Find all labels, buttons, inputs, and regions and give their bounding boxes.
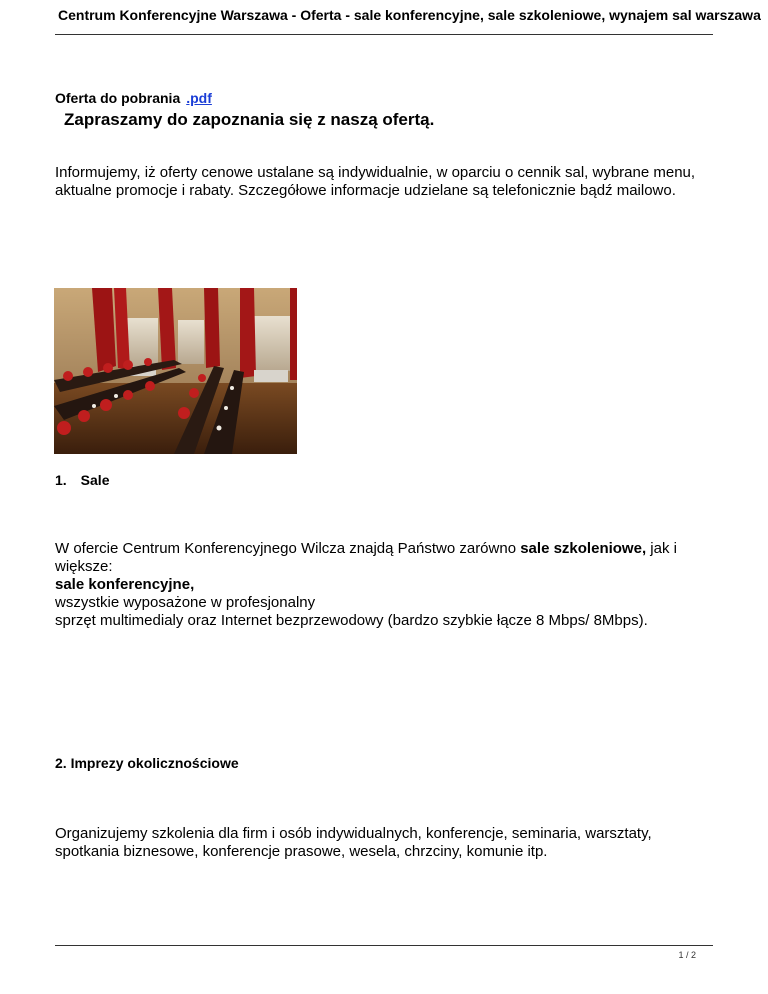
offer-download-line	[55, 90, 212, 107]
conference-room-photo	[54, 288, 297, 454]
intro-paragraph: Informujemy, iż oferty cenowe ustalane są indywidualnie, w oparciu o cennik sal, wybrane menu, aktualne promocje i rabaty. Szczegółowe informacje udzielane są telefonicznie bądź mailowo.	[55, 164, 696, 199]
invite-heading: Zapraszamy do zapoznania się z naszą ofertą.	[64, 110, 435, 129]
sale-line-1-prefix: W ofercie Centrum Konferencyjnego Wilcza znajdą Państwo zarówno	[55, 540, 521, 557]
sale-line-3: wszystkie wyposażone w profesjonalny	[55, 594, 316, 611]
section-sale-heading: 1. Sale	[55, 472, 110, 488]
page-number: 1 / 2	[678, 950, 696, 960]
sale-line-2: sale konferencyjne,	[55, 576, 195, 593]
sale-line-1-suffix: jak i większe:	[55, 540, 677, 575]
footer-divider	[55, 945, 713, 946]
offer-label: Oferta do pobrania	[55, 90, 181, 106]
header-divider	[55, 34, 713, 35]
section-events-paragraph: Organizujemy szkolenia dla firm i osób indywidualnych, konferencje, seminaria, warsztaty, spotkania biznesowe, konferencje prasowe, wesela, chrzciny, komunie itp.	[55, 825, 652, 860]
page-header-title: Centrum Konferencyjne Warszawa - Oferta - sale konferencyjne, sale szkoleniowe, wynajem sal warszawa	[58, 7, 761, 23]
sale-line-4: sprzęt multimedialy oraz Internet bezprzewodowy (bardzo szybkie łącze 8 Mbps/ 8Mbps).	[55, 612, 648, 629]
pdf-download-link[interactable]: .pdf	[186, 90, 212, 106]
section-events-heading: 2. Imprezy okolicznościowe	[55, 755, 239, 771]
section-sale-paragraph	[55, 540, 705, 630]
sale-line-1	[55, 540, 705, 576]
sale-line-1-bold: sale szkoleniowe,	[520, 540, 647, 557]
